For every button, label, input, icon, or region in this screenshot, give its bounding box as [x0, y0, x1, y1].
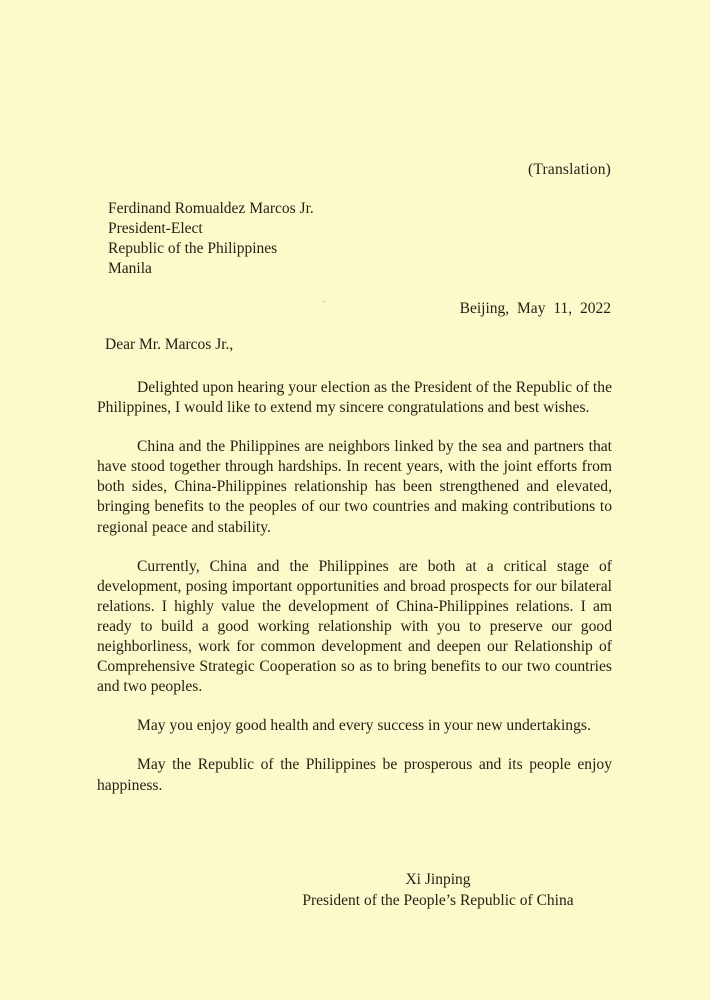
signatory-title: President of the People’s Republic of China	[302, 892, 574, 909]
letter-body	[97, 378, 612, 796]
salutation: Dear Mr. Marcos Jr.,	[105, 336, 234, 353]
addressee-line-city: Manila	[108, 260, 152, 277]
addressee-block	[108, 199, 314, 279]
dateline: Beijing, May 11, 2022	[459, 300, 611, 317]
addressee-line-country: Republic of the Philippines	[108, 240, 278, 257]
body-paragraph: May you enjoy good health and every success in your new undertakings.	[137, 717, 591, 735]
body-paragraph: Currently, China and the Philippines are both at a critical stage of development, posing important opportunities and broad prospects for our bilateral relations. I highly value the development of China-Philippines relations. I am ready to build a good working relationship with you to preserve our good neighborliness, work for common development and deepen our Relationship of Comprehensive Strategic Cooperation so as to bring benefits to our two countries and two peoples.	[97, 557, 612, 696]
body-paragraph: China and the Philippines are neighbors linked by the sea and partners that have stood together through hardships. In recent years, with the joint efforts from both sides, China-Philippines relationship has been strengthened and elevated, bringing benefits to the peoples of our two countries and making contributions to regional peace and stability.	[97, 438, 612, 536]
body-paragraph: Delighted upon hearing your election as the President of the Republic of the Philippines, I would like to extend my sincere congratulations and best wishes.	[97, 379, 612, 417]
translation-label: (Translation)	[528, 161, 611, 178]
addressee-line-office: President-Elect	[108, 220, 203, 237]
body-paragraph: May the Republic of the Philippines be prosperous and its people enjoy happiness.	[97, 756, 612, 794]
signature-block	[188, 869, 688, 911]
addressee-line-name: Ferdinand Romualdez Marcos Jr.	[108, 200, 314, 217]
signatory-name: Xi Jinping	[405, 871, 471, 888]
